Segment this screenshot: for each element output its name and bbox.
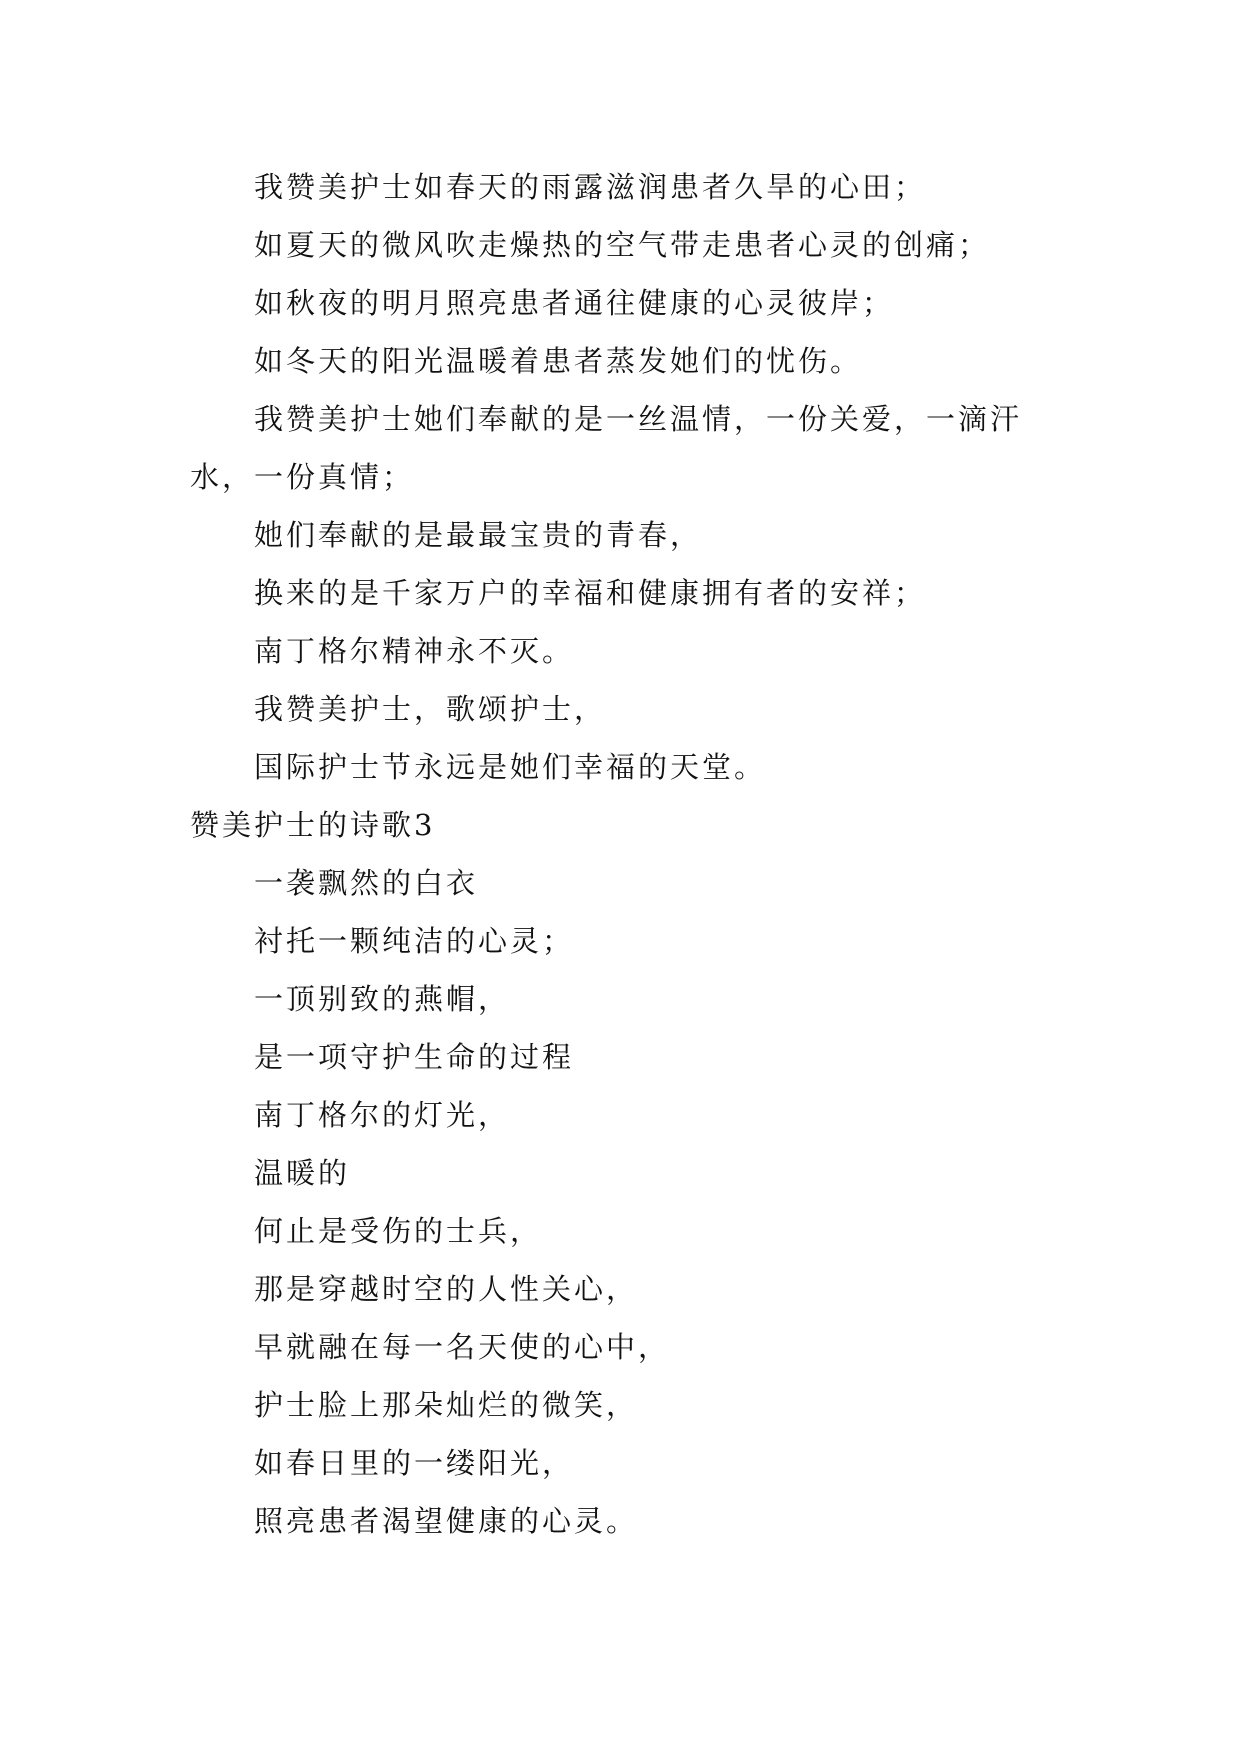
poem-line: 一顶别致的燕帽， xyxy=(254,982,511,1016)
paragraph: 南丁格尔精神永不灭。 xyxy=(254,634,575,668)
paragraph: 如夏天的微风吹走燥热的空气带走患者心灵的创痛； xyxy=(254,228,991,262)
poem-line: 温暖的 xyxy=(254,1156,351,1190)
poem-line: 衬托一颗纯洁的心灵； xyxy=(254,924,575,958)
poem-line: 一袭飘然的白衣 xyxy=(254,866,479,900)
paragraph: 换来的是千家万户的幸福和健康拥有者的安祥； xyxy=(254,576,927,610)
poem-line: 那是穿越时空的人性关心， xyxy=(254,1272,639,1306)
poem-line: 护士脸上那朵灿烂的微笑， xyxy=(254,1388,639,1422)
poem-line: 如春日里的一缕阳光， xyxy=(254,1446,575,1480)
poem-line: 南丁格尔的灯光， xyxy=(254,1098,511,1132)
section-heading: 赞美护士的诗歌3 xyxy=(190,808,436,842)
poem-line: 是一项守护生命的过程 xyxy=(254,1040,575,1074)
document-body xyxy=(190,158,1050,1550)
paragraph: 我赞美护士，歌颂护士， xyxy=(254,692,607,726)
paragraph: 国际护士节永远是她们幸福的天堂。 xyxy=(254,750,767,784)
paragraph-wrapped: 我赞美护士她们奉献的是一丝温情，一份关爱，一滴汗水，一份真情； xyxy=(190,402,1023,494)
paragraph: 她们奉献的是最最宝贵的青春， xyxy=(254,518,703,552)
paragraph: 如冬天的阳光温暖着患者蒸发她们的忧伤。 xyxy=(254,344,863,378)
poem-line: 早就融在每一名天使的心中， xyxy=(254,1330,671,1364)
paragraph: 如秋夜的明月照亮患者通往健康的心灵彼岸； xyxy=(254,286,895,320)
paragraph: 我赞美护士如春天的雨露滋润患者久旱的心田； xyxy=(254,170,927,204)
poem-line: 何止是受伤的士兵， xyxy=(254,1214,543,1248)
poem-line: 照亮患者渴望健康的心灵。 xyxy=(254,1504,639,1538)
